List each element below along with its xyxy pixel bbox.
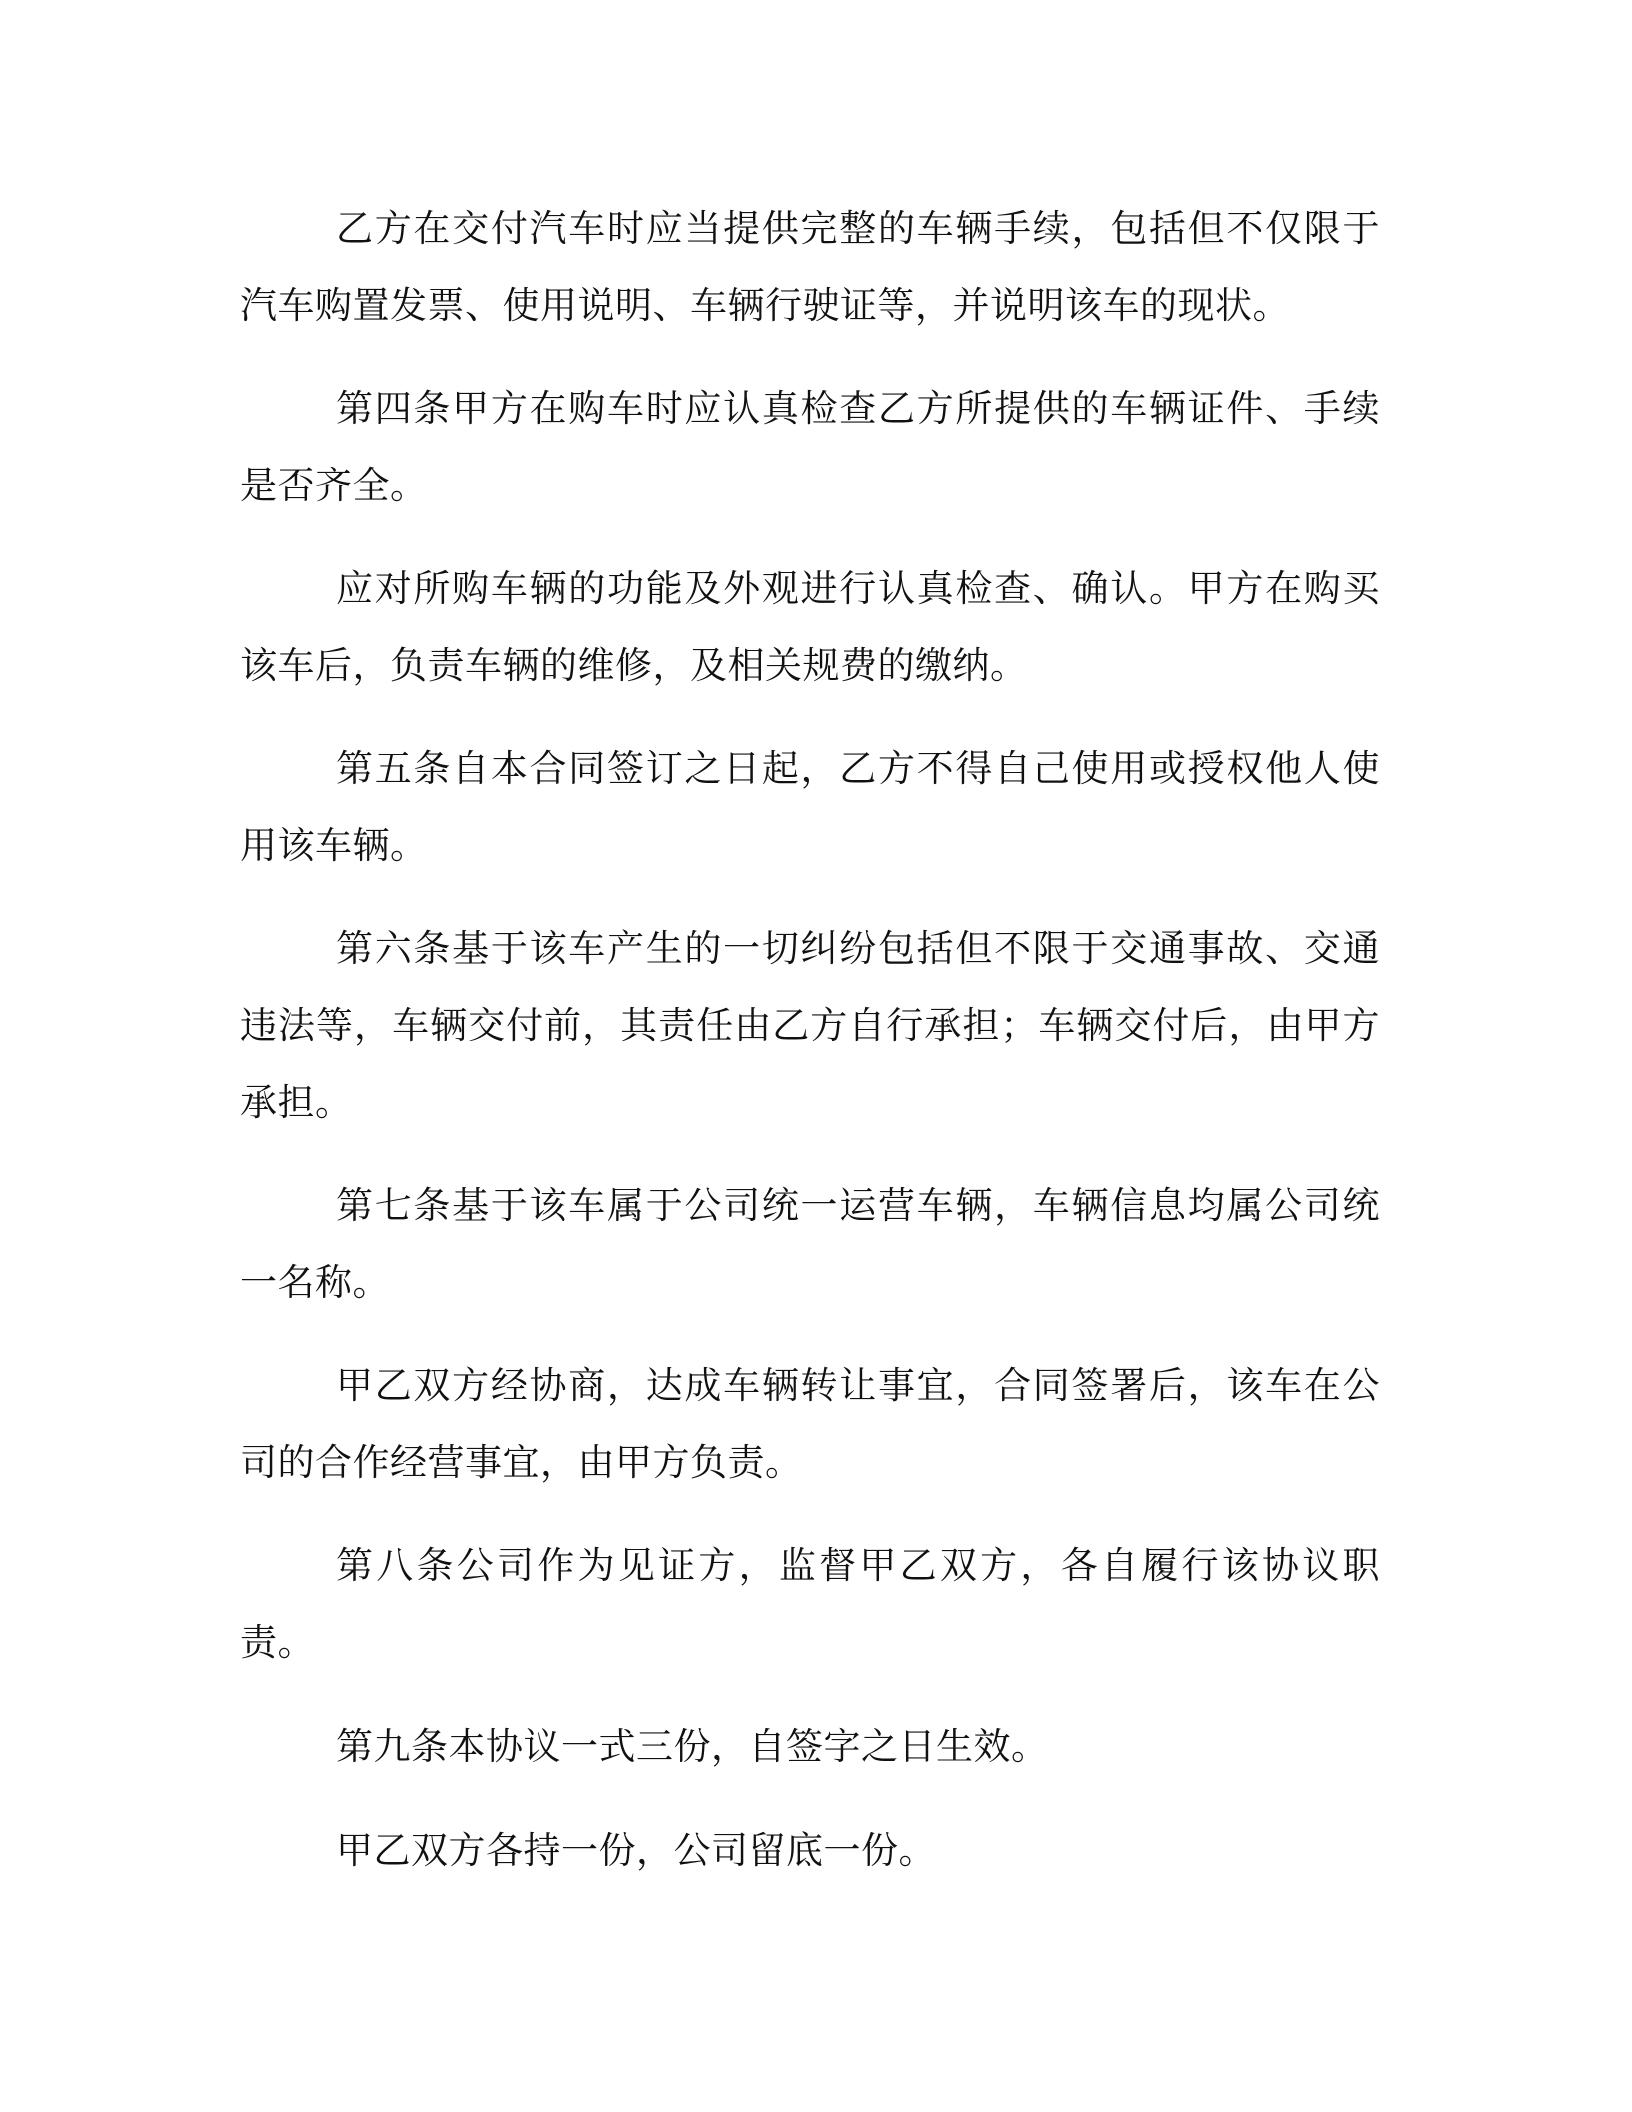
paragraph-article-9: 第九条本协议一式三份，自签字之日生效。 <box>336 1725 1049 1768</box>
paragraph-negotiation: 甲乙双方经协商，达成车辆转让事宜，合同签署后，该车在公司的合作经营事宜，由甲方负责。 <box>240 1364 1380 1484</box>
paragraph-vehicle-documents: 乙方在交付汽车时应当提供完整的车辆手续，包括但不仅限于汽车购置发票、使用说明、车辆行驶证等，并说明该车的现状。 <box>240 207 1380 327</box>
paragraph-copies: 甲乙双方各持一份，公司留底一份。 <box>336 1829 936 1872</box>
paragraph-article-6: 第六条基于该车产生的一切纠纷包括但不限于交通事故、交通违法等，车辆交付前，其责任由乙方自行承担；车辆交付后，由甲方承担。 <box>240 927 1380 1124</box>
document-body <box>240 190 1380 1916</box>
paragraph-article-5: 第五条自本合同签订之日起，乙方不得自己使用或授权他人使用该车辆。 <box>240 747 1380 867</box>
paragraph-article-8: 第八条公司作为见证方，监督甲乙双方，各自履行该协议职责。 <box>240 1544 1380 1664</box>
paragraph-article-4: 第四条甲方在购车时应认真检查乙方所提供的车辆证件、手续是否齐全。 <box>240 387 1380 507</box>
paragraph-article-7: 第七条基于该车属于公司统一运营车辆，车辆信息均属公司统一名称。 <box>240 1184 1380 1304</box>
paragraph-inspection: 应对所购车辆的功能及外观进行认真检查、确认。甲方在购买该车后，负责车辆的维修，及相关规费的缴纳。 <box>240 567 1380 687</box>
